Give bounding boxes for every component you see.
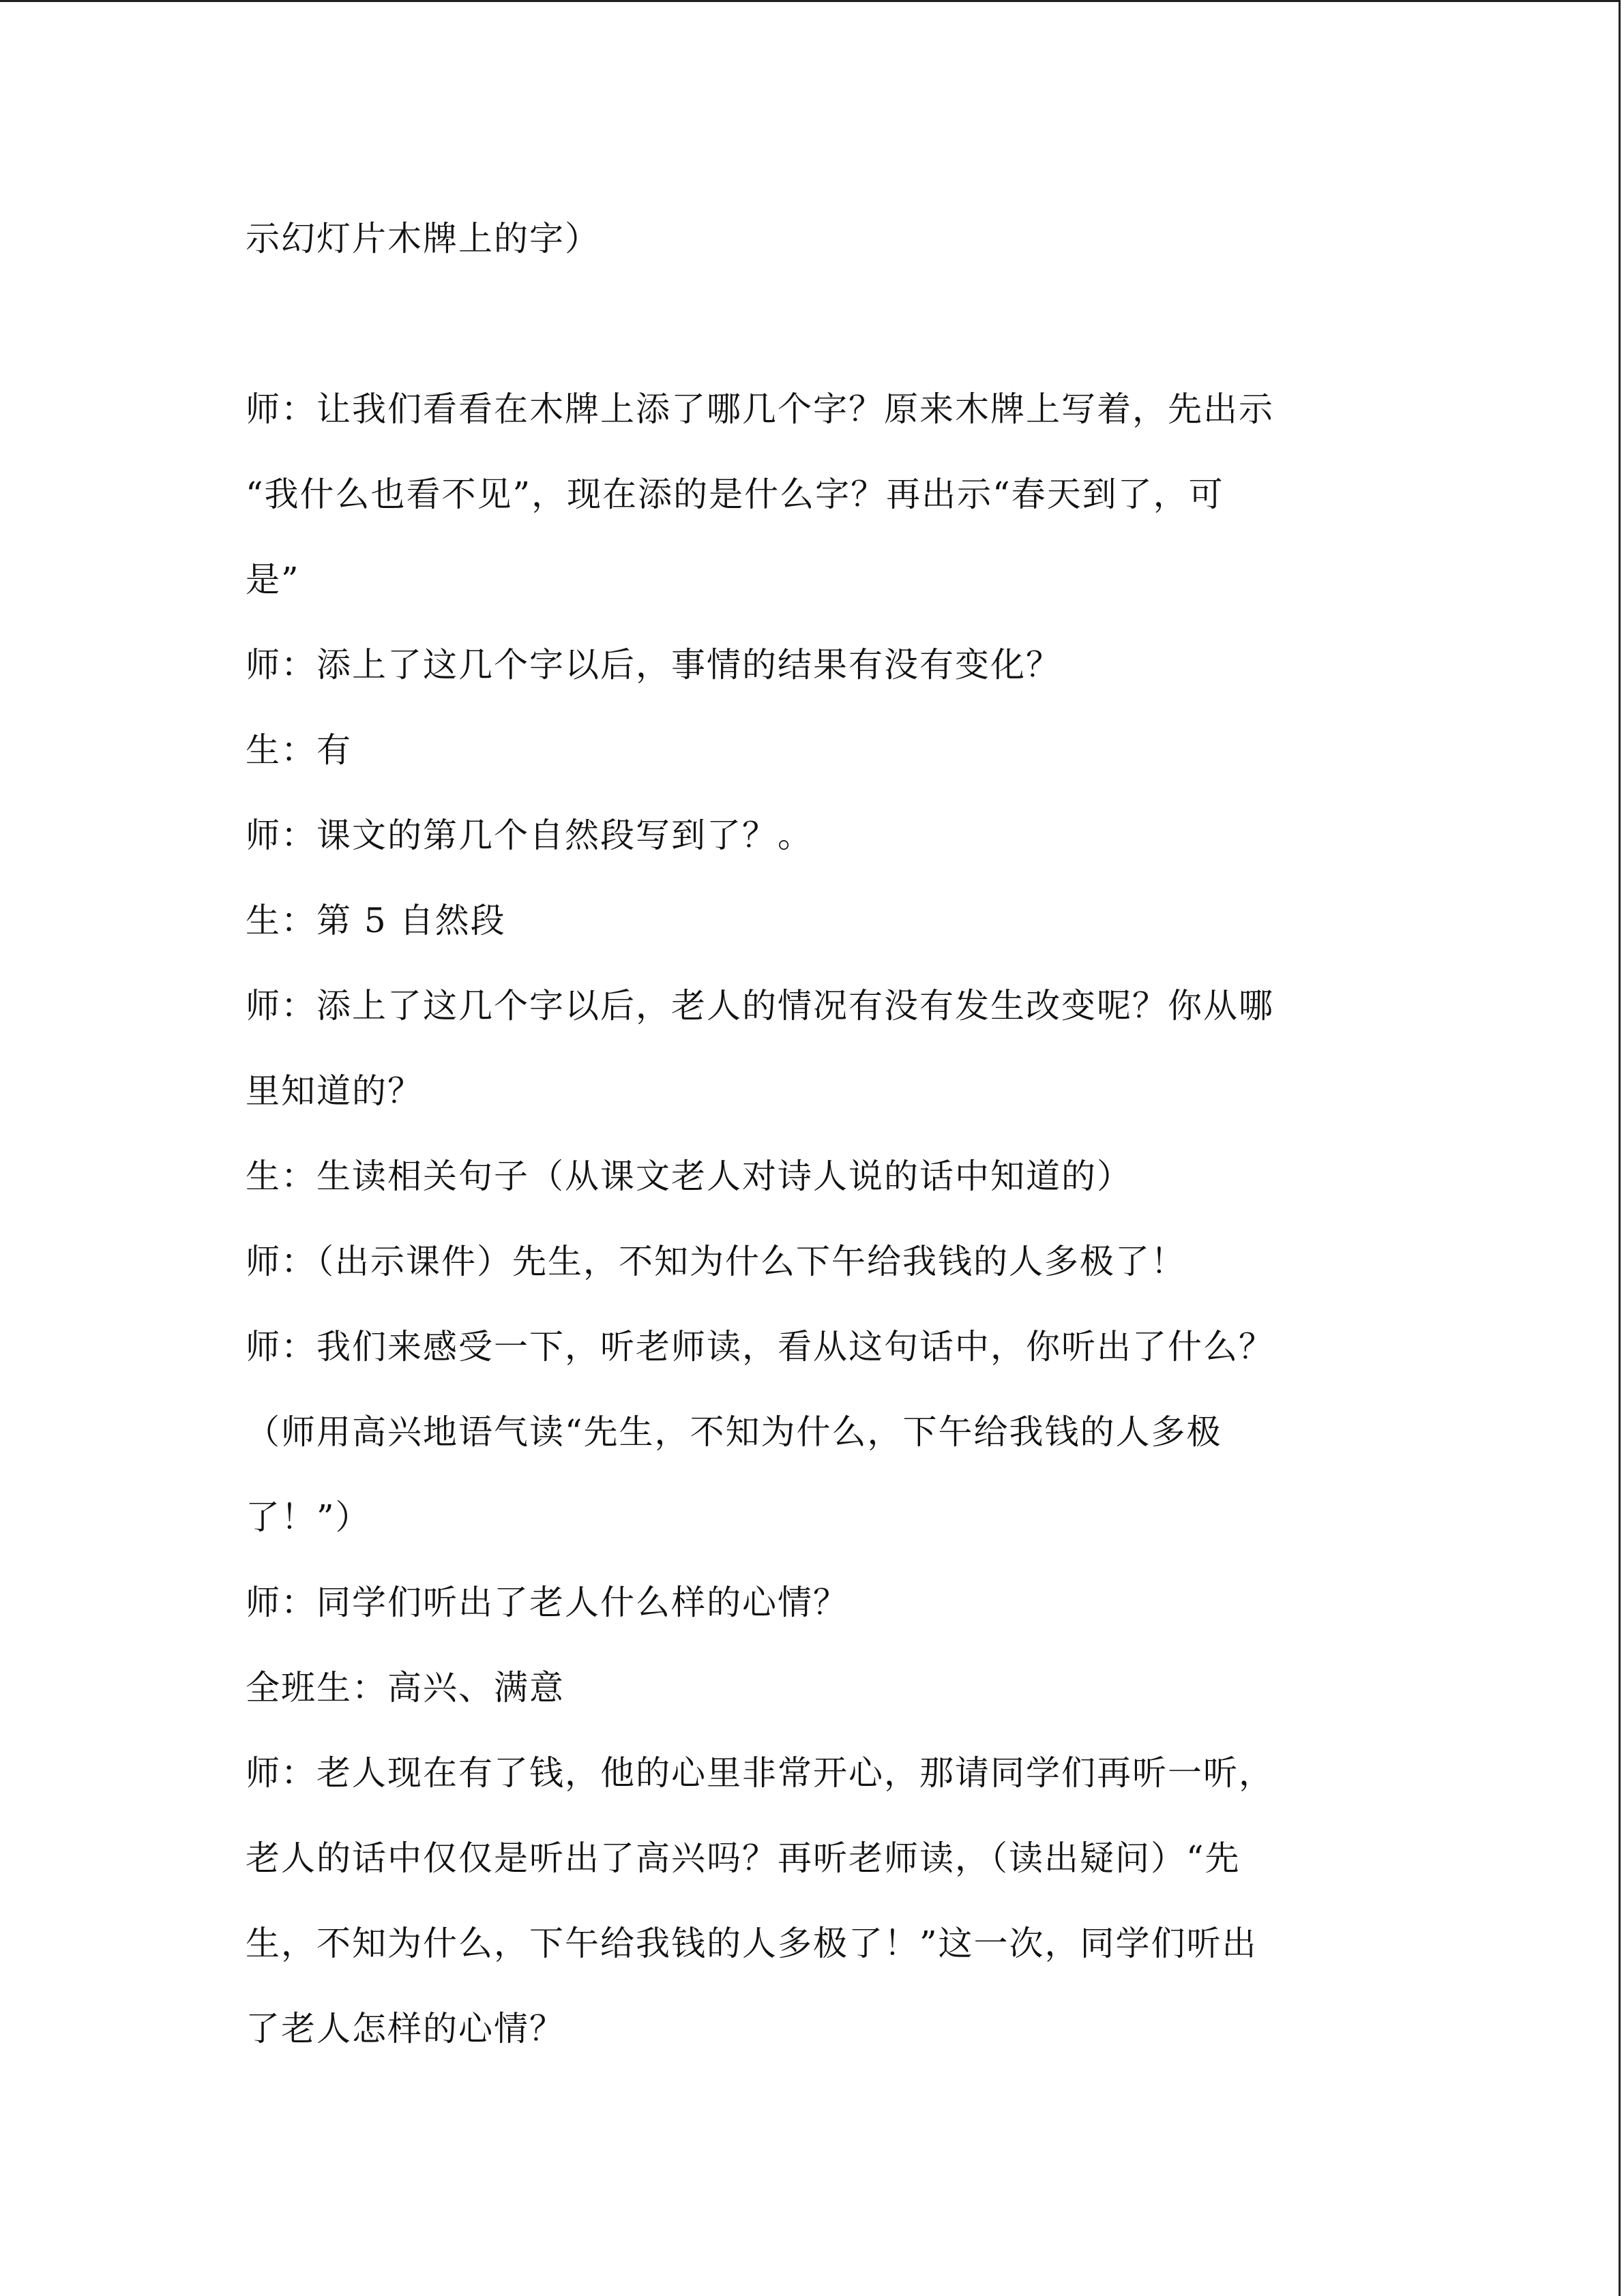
text-line: 是” — [246, 560, 300, 599]
text-line: 师：添上了这几个字以后，事情的结果有没有变化？ — [246, 645, 1061, 685]
text-line: 师：课文的第几个自然段写到了？。 — [246, 816, 813, 855]
text-line: 生：第 5 自然段 — [246, 901, 506, 940]
text-line: 生，不知为什么，下午给我钱的人多极了！”这一次，同学们听出 — [246, 1924, 1258, 1963]
text-line: 师：我们来感受一下，听老师读，看从这句话中，你听出了什么？ — [246, 1327, 1274, 1367]
text-line: 老人的话中仅仅是听出了高兴吗？再听老师读，（读出疑问）“先 — [246, 1838, 1241, 1878]
text-line: 了！”） — [246, 1497, 371, 1537]
text-line: （师用高兴地语气读“先生，不知为什么，下午给我钱的人多极 — [246, 1412, 1222, 1452]
text-line: 示幻灯片木牌上的字） — [246, 219, 600, 258]
text-line: 师：让我们看看在木牌上添了哪几个字？原来木牌上写着，先出示 — [246, 389, 1274, 429]
text-line: 师：老人现在有了钱，他的心里非常开心，那请同学们再听一听， — [246, 1753, 1274, 1793]
text-line: “我什么也看不见”，现在添的是什么字？再出示“春天到了，可 — [246, 475, 1224, 514]
text-line: 生：有 — [246, 730, 352, 770]
text-line: 全班生：高兴、满意 — [246, 1668, 565, 1708]
text-line: 师：同学们听出了老人什么样的心情？ — [246, 1583, 848, 1622]
text-line: 师：添上了这几个字以后，老人的情况有没有发生改变呢？你从哪 — [246, 986, 1274, 1026]
text-line: 生：生读相关句子（从课文老人对诗人说的话中知道的） — [246, 1157, 1132, 1196]
text-line: 里知道的？ — [246, 1071, 423, 1111]
text-line: 师：（出示课件）先生，不知为什么下午给我钱的人多极了！ — [246, 1242, 1186, 1281]
text-line: 了老人怎样的心情？ — [246, 2009, 565, 2048]
